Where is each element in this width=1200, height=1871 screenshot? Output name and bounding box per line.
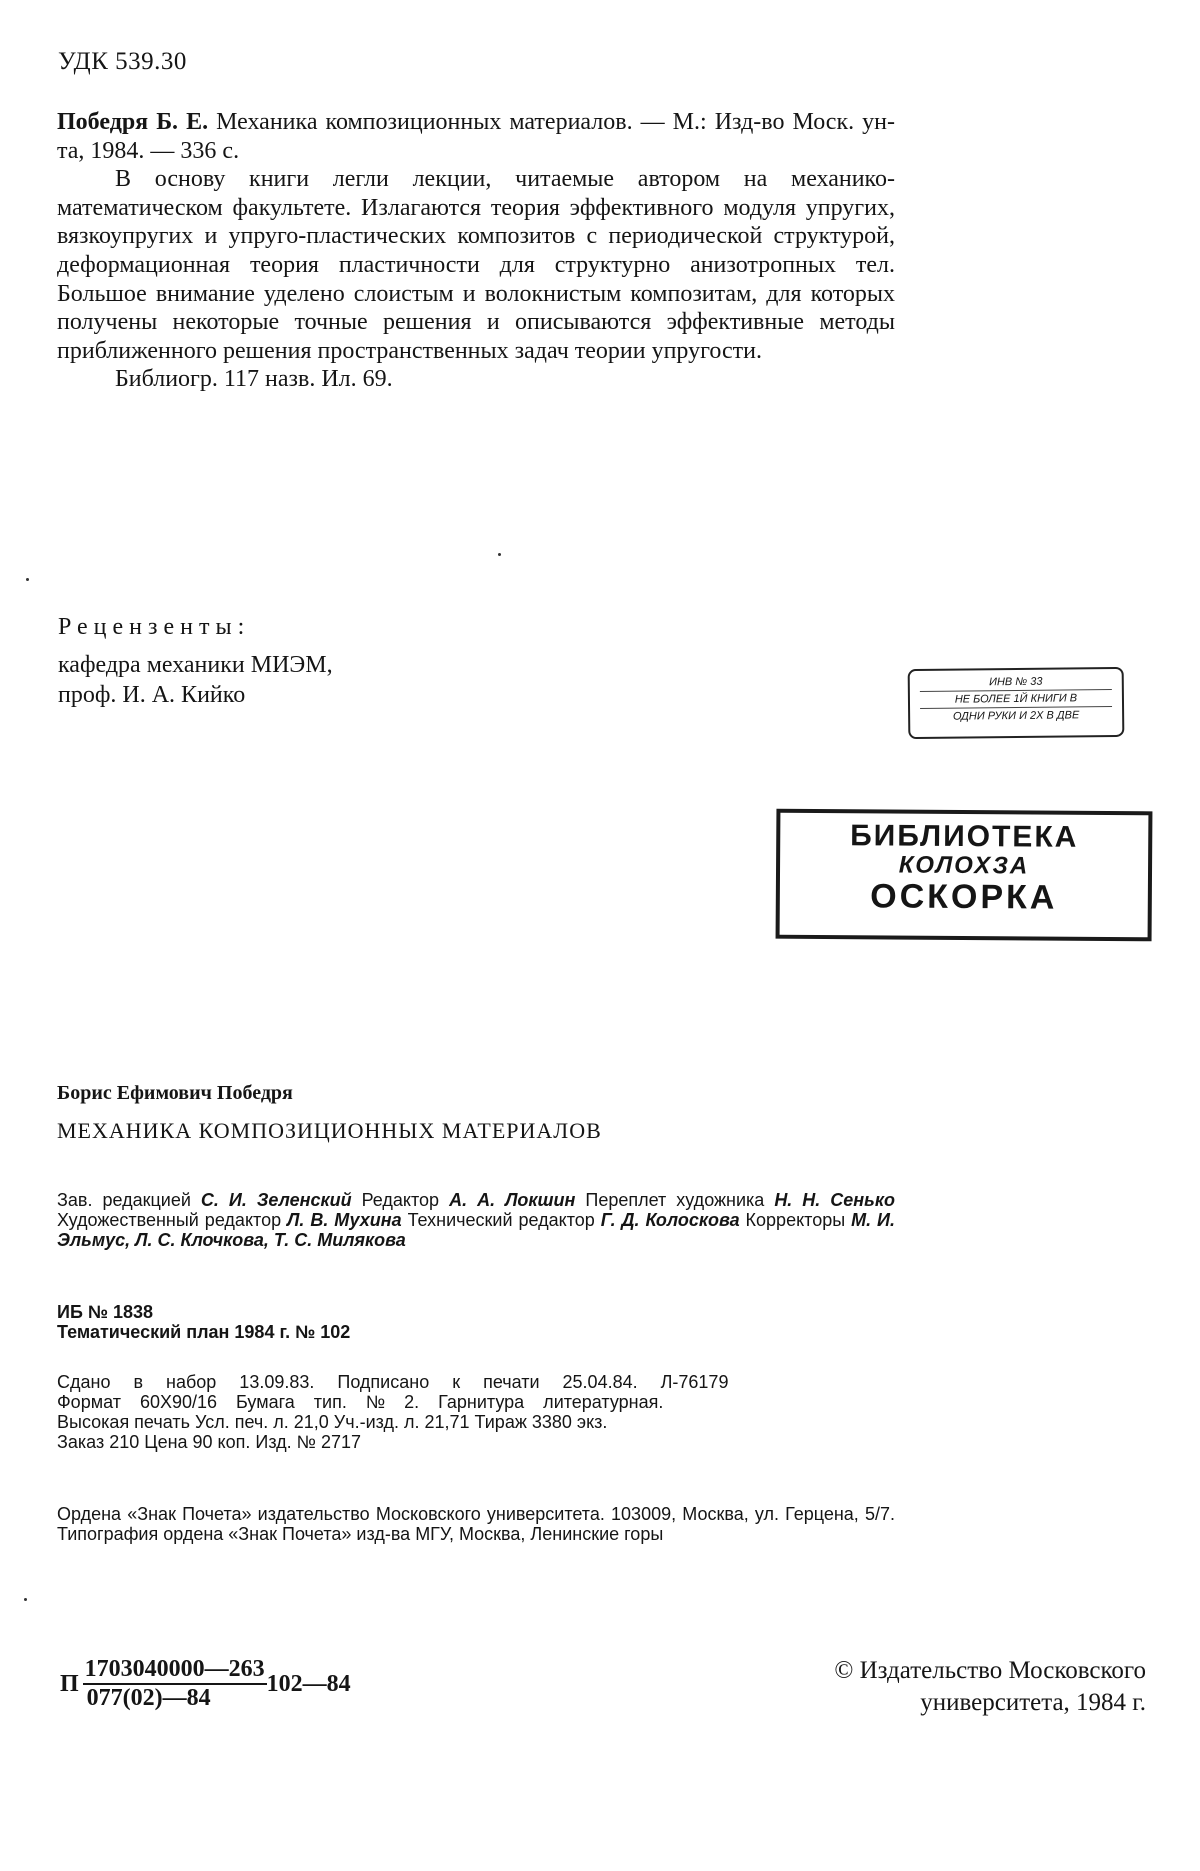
speck — [26, 578, 29, 581]
print-line: Высокая печать Усл. печ. л. 21,0 Уч.-изд. л. 21,71 Тираж 3380 экз. — [57, 1412, 608, 1432]
udk-code: УДК 539.30 — [58, 48, 187, 75]
stamp-rule-line: НЕ БОЛЕЕ 1Й КНИГИ В — [920, 690, 1112, 709]
speck — [24, 1598, 27, 1601]
reviewers-block — [58, 612, 333, 710]
staff-role: Корректоры — [739, 1210, 852, 1230]
staff-name: М. И. Эльмус, Л. С. Клочкова, Т. С. Милякова — [57, 1210, 895, 1250]
publisher-text: Ордена «Знак Почета» издательство Московского университета. 103009, Москва, ул. Герцена, 5/7. Типография ордена «Знак Почета» изд-ва МГУ, Москва, Ленинские горы — [57, 1504, 895, 1544]
ib-block — [57, 1302, 895, 1342]
stamp-rule-line: ОДНИ РУКИ И 2Х В ДВЕ — [952, 709, 1080, 723]
copyright-notice — [746, 1655, 1146, 1719]
author-full-name: Борис Ефимович Победря — [57, 1082, 293, 1104]
speck — [498, 553, 501, 556]
reviewers-heading: Рецензенты: — [58, 614, 251, 640]
stamp-inventory-number: ИНВ № 33 — [920, 673, 1112, 692]
publisher-info — [57, 1504, 895, 1544]
stamp-kolkhoz: КОЛОХЗА — [898, 851, 1030, 880]
staff-name: Г. Д. Колоскова — [600, 1210, 740, 1230]
code-numerator: 1703040000—263 — [83, 1656, 267, 1685]
code-fraction — [83, 1656, 267, 1712]
code-suffix: 102—84 — [266, 1670, 351, 1697]
staff-name: Н. Н. Сенько — [774, 1190, 895, 1210]
staff-role: Художественный редактор — [57, 1210, 288, 1230]
print-details — [57, 1372, 895, 1452]
copyright-line: университета, 1984 г. — [920, 1689, 1146, 1716]
staff-name: Л. В. Мухина — [287, 1210, 402, 1230]
author-name: Победря Б. Е. — [57, 109, 209, 135]
staff-role: Редактор — [351, 1190, 450, 1210]
staff-role: Технический редактор — [401, 1210, 601, 1230]
citation-text: Механика композиционных материалов. — М.: Изд-во Моск. ун-та, 1984. — 336 с. — [57, 109, 895, 164]
editorial-staff — [57, 1190, 895, 1250]
citation — [57, 108, 895, 165]
bibliographic-record — [57, 108, 895, 394]
abstract: В основу книги легли лекции, читаемые автором на механико-математическом факультете. Излагаются теория эффективного модуля упругих, вязкоупругих и упруго-пластических композитов с периодической структурой, деформационная теория пластичности для структурно анизотропных тел. Большое внимание уделено слоистым и волокнистым композитам, для которых получены некоторые точные решения и описываются эффективные методы приближенного решения пространственных задач теории упругости. — [57, 166, 895, 364]
reviewer-department: кафедра механики МИЭМ, — [58, 652, 333, 678]
staff-name: А. А. Локшин — [449, 1190, 576, 1210]
print-line: Заказ 210 Цена 90 коп. Изд. № 2717 — [57, 1432, 362, 1452]
ib-number: ИБ № 1838 — [57, 1302, 153, 1322]
copyright-line: © Издательство Московского — [834, 1657, 1146, 1684]
stamp-library: БИБЛИОТЕКА — [850, 819, 1079, 854]
code-prefix: П — [60, 1670, 79, 1697]
inventory-stamp — [908, 667, 1125, 739]
reviewer-professor: проф. И. А. Кийко — [58, 682, 246, 708]
print-line: Сдано в набор 13.09.83. Подписано к печати 25.04.84. Л-76179 — [57, 1372, 729, 1392]
book-title: МЕХАНИКА КОМПОЗИЦИОННЫХ МАТЕРИАЛОВ — [57, 1118, 602, 1143]
bibliography-refs: Библиогр. 117 назв. Ил. 69. — [115, 366, 393, 393]
code-denominator: 077(02)—84 — [86, 1685, 211, 1711]
stamp-place: ОСКОРКА — [870, 877, 1058, 917]
staff-role: Переплет художника — [575, 1190, 775, 1210]
staff-name: С. И. Зеленский — [200, 1190, 352, 1210]
publication-code — [60, 1656, 351, 1712]
staff-role: Зав. редакцией — [57, 1190, 201, 1210]
library-stamp — [776, 809, 1153, 942]
thematic-plan: Тематический план 1984 г. № 102 — [57, 1322, 351, 1342]
print-line: Формат 60X90/16 Бумага тип. № 2. Гарнитура литературная. — [57, 1392, 664, 1412]
